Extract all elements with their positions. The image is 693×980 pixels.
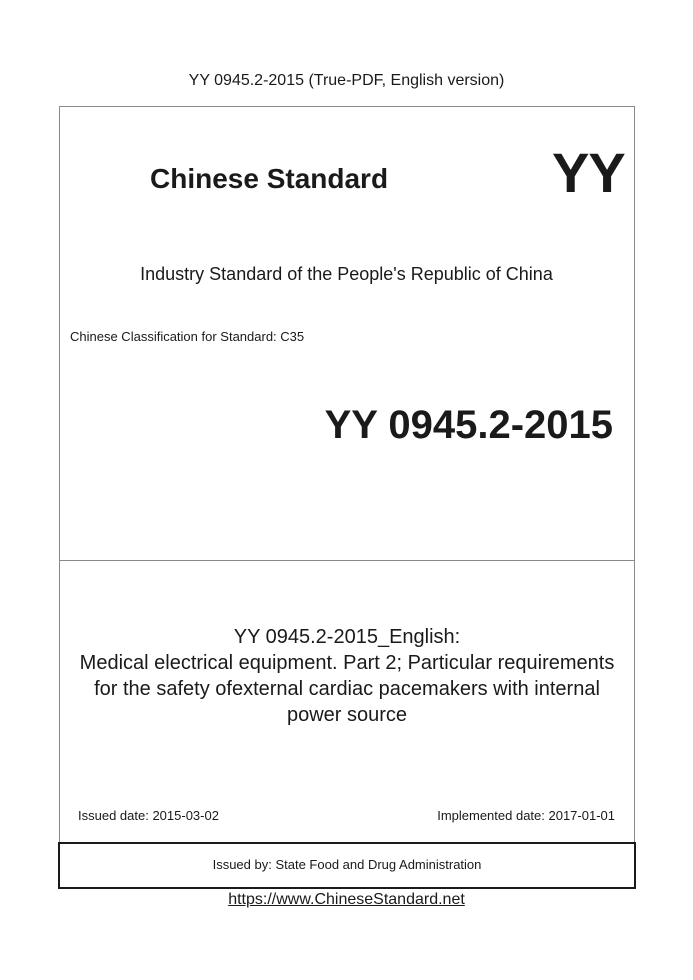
classification-line: Chinese Classification for Standard: C35 <box>70 329 305 344</box>
document-title-line: for the safety ofexternal cardiac pacemakers with internal <box>94 678 600 700</box>
cover-title: Chinese Standard <box>150 163 389 194</box>
issued-by-box <box>58 842 636 889</box>
document-title-line: YY 0945.2-2015_English: <box>233 626 461 648</box>
issued-date: Issued date: 2015-03-02 <box>78 808 219 823</box>
standard-code-badge: YY <box>552 141 625 204</box>
document-title <box>59 624 635 728</box>
page-header: YY 0945.2-2015 (True-PDF, English version) <box>188 72 505 89</box>
implemented-date: Implemented date: 2017-01-01 <box>437 808 615 823</box>
footer-website-link[interactable]: https://www.ChineseStandard.net <box>228 891 465 908</box>
issued-by-text: Issued by: State Food and Drug Administration <box>212 857 482 872</box>
document-title-line: power source <box>286 704 408 726</box>
industry-standard-line: Industry Standard of the People's Republic of China <box>140 264 553 284</box>
document-title-line: Medical electrical equipment. Part 2; Particular requirements <box>79 652 615 674</box>
standard-number: YY 0945.2-2015 <box>324 403 613 447</box>
